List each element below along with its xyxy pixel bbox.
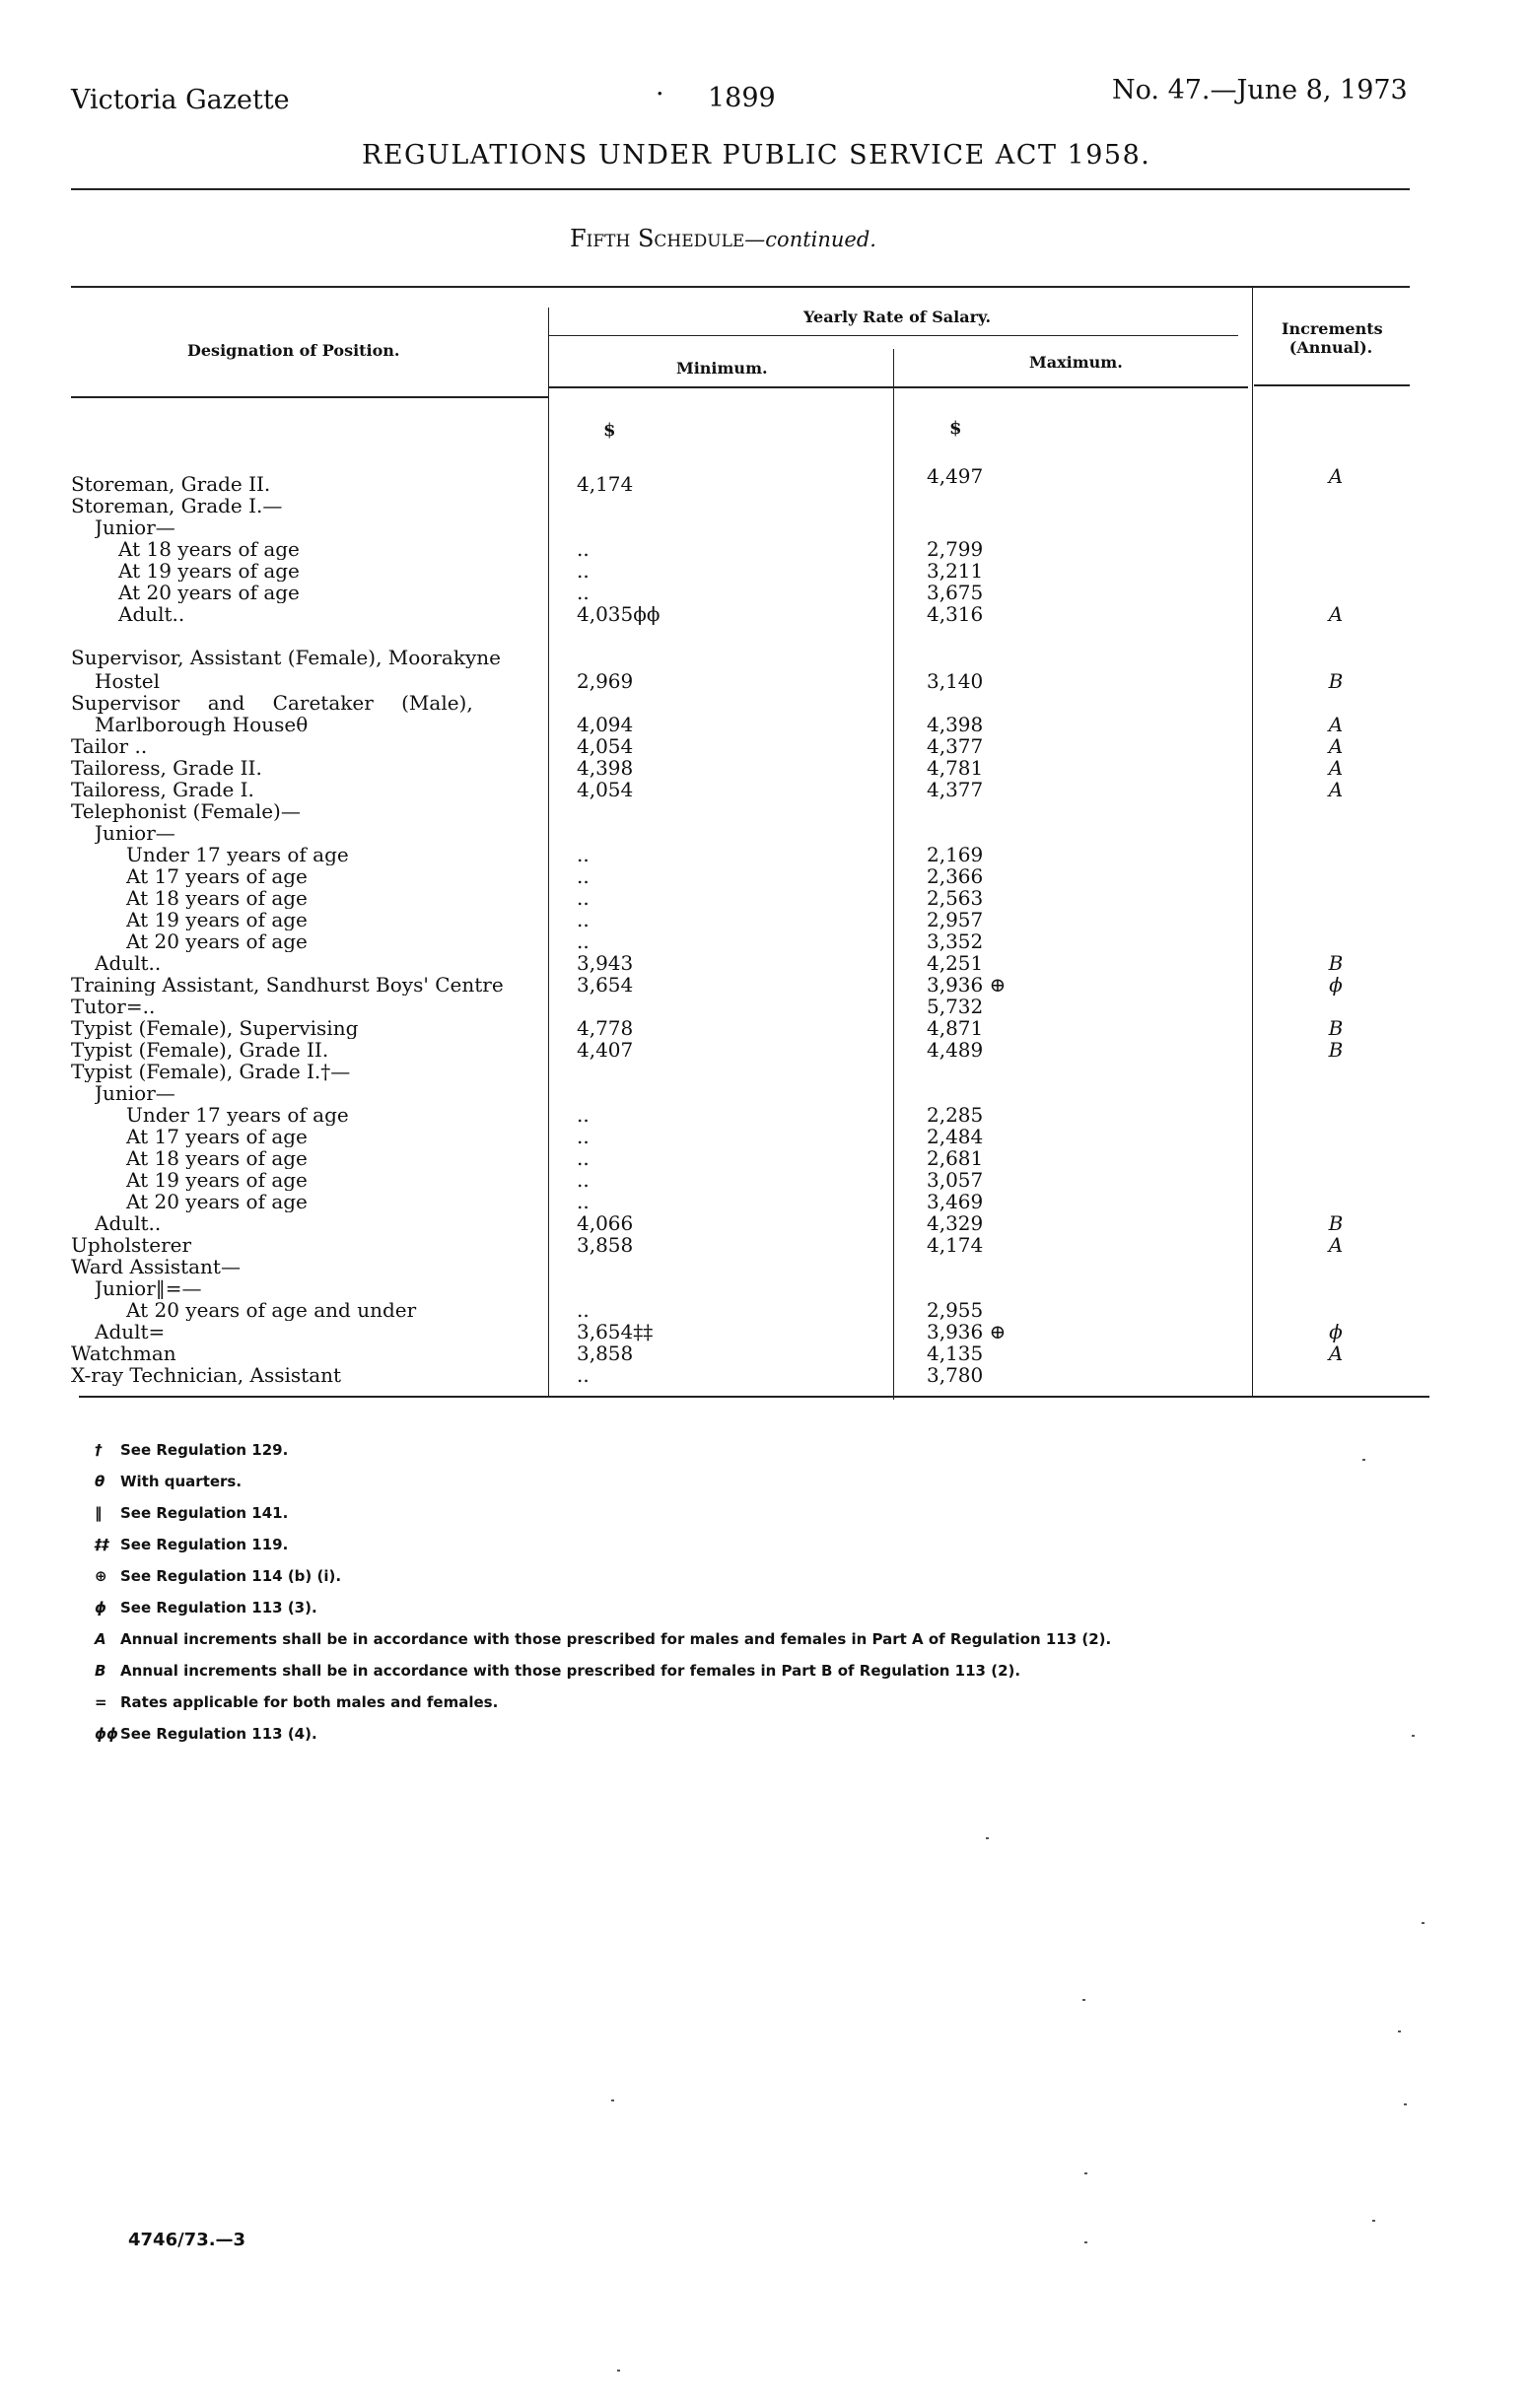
row-designation: Watchman [71,1342,176,1364]
row-maximum: 3,780 [927,1363,984,1387]
row-maximum: 4,135 [927,1342,984,1365]
header-bottom-rule-left [71,396,548,398]
row-designation: At 18 years of age [126,1147,308,1169]
header-increments: Increments (Annual). [1282,319,1383,357]
footnote [95,1599,317,1617]
row-increment: A [1328,756,1344,780]
row-maximum: 4,316 [927,602,984,626]
scan-speck [1372,2220,1375,2222]
row-minimum: .. [577,864,590,888]
row-designation: At 19 years of age [118,560,300,582]
footnote [95,1662,1020,1680]
row-designation: Adult.. [95,1212,162,1234]
footnote [95,1473,242,1490]
row-maximum: 3,057 [927,1168,984,1192]
row-designation: At 17 years of age [126,865,308,887]
row-minimum: .. [577,1298,590,1322]
row-increment: ϕ [1329,973,1343,997]
row-increment: ϕ [1329,1320,1343,1343]
footnote [95,1536,288,1553]
table-row [0,779,1530,800]
table-row [0,1169,1530,1191]
row-maximum: 4,329 [927,1211,984,1235]
footnote [95,1630,1111,1648]
row-minimum: 3,858 [577,1233,634,1257]
row-designation: Under 17 years of age [126,1104,349,1126]
row-minimum: .. [577,1363,590,1387]
currency-max: $ [949,418,962,439]
row-designation: Typist (Female), Supervising [71,1017,359,1039]
footnote-text: See Regulation 113 (3). [120,1599,317,1617]
row-maximum: 4,489 [927,1038,984,1062]
table-row [0,800,1530,822]
yearly-rate-rule [548,335,1238,336]
row-minimum: .. [577,559,590,583]
row-increment: B [1328,1038,1344,1062]
row-designation: At 17 years of age [126,1126,308,1147]
row-designation: At 20 years of age [126,1191,308,1212]
row-minimum: 3,858 [577,1342,634,1365]
table-row [0,1299,1530,1321]
table-row [0,1256,1530,1277]
header-minimum: Minimum. [676,359,768,378]
currency-min: $ [603,420,616,441]
row-designation: Ward Assistant— [71,1256,241,1277]
row-designation: Tailor .. [71,735,148,757]
row-maximum: 4,174 [927,1233,984,1257]
row-minimum: .. [577,1168,590,1192]
footnote-text: Annual increments shall be in accordance with those prescribed for females in Part B of Regulation 113 (2). [120,1662,1021,1680]
row-minimum: 4,174 [577,472,634,496]
footnote-symbol: † [95,1441,103,1459]
header-bottom-rule-right [1254,384,1410,386]
table-row [0,952,1530,974]
row-increment: A [1328,1233,1344,1257]
scan-speck [1412,1735,1415,1737]
row-increment: B [1328,1016,1344,1040]
table-row [0,560,1530,582]
table-row [0,996,1530,1017]
table-row [0,1039,1530,1061]
footnote-symbol: ⊕ [95,1567,107,1585]
issue-date: No. 47.—June 8, 1973 [1112,75,1408,105]
title-rule [71,188,1410,190]
table-row [0,516,1530,538]
scan-speck [1084,2241,1087,2243]
row-designation: Tailoress, Grade I. [71,779,254,800]
table-top-rule [71,286,1410,288]
row-minimum: 4,407 [577,1038,634,1062]
table-row [0,1212,1530,1234]
row-minimum: .. [577,843,590,866]
scan-speck [1084,2172,1087,2174]
footnote-symbol: B [95,1662,106,1680]
table-row [0,670,1530,692]
footnote-symbol: = [95,1693,107,1711]
publication-name: Victoria Gazette [71,85,290,115]
table-row [0,464,1530,496]
row-minimum: .. [577,581,590,604]
row-designation: Tutor=.. [71,996,156,1017]
row-designation: At 19 years of age [126,1169,308,1191]
table-row [0,735,1530,757]
table-row [0,582,1530,603]
table-row [0,1126,1530,1147]
row-designation: Adult.. [118,603,185,625]
footnote-symbol: ‡‡ [95,1536,109,1553]
header-maximum: Maximum. [1029,353,1123,372]
table-row [0,909,1530,930]
row-designation: Typist (Female), Grade I.†— [71,1061,351,1082]
row-maximum: 2,169 [927,843,984,866]
table-row [0,1234,1530,1256]
row-maximum: 3,936 ⊕ [927,973,1007,997]
table-row [0,1082,1530,1104]
scan-speck [617,2370,620,2372]
document-title: REGULATIONS UNDER PUBLIC SERVICE ACT 1958. [362,140,1151,171]
row-increment: B [1328,669,1344,693]
row-maximum: 2,799 [927,537,984,561]
row-maximum: 2,955 [927,1298,984,1322]
table-row [0,538,1530,560]
header-yearly-rate: Yearly Rate of Salary. [803,308,992,326]
schedule-suffix: —continued. [744,228,876,251]
footnote-symbol: ‖ [95,1504,103,1522]
row-designation: Under 17 years of age [126,844,349,865]
table-row [0,1342,1530,1364]
row-designation: At 20 years of age [126,930,308,952]
row-designation: Supervisor and Caretaker (Male), [71,692,473,714]
row-minimum: 4,066 [577,1211,634,1235]
header-bottom-rule-mid [548,386,1248,388]
table-row [0,1061,1530,1082]
table-row [0,714,1530,735]
table-row [0,1017,1530,1039]
table-row [0,603,1530,625]
row-designation: Adult.. [95,952,162,974]
table-row [0,1277,1530,1299]
footnote-text: See Regulation 114 (b) (i). [120,1567,342,1585]
row-increment: A [1328,602,1344,626]
row-maximum: 4,251 [927,951,984,975]
row-designation: At 20 years of age and under [126,1299,417,1321]
footnote-text: See Regulation 119. [120,1536,289,1553]
row-minimum: .. [577,886,590,910]
table-row [0,1104,1530,1126]
row-designation: Adult= [95,1321,166,1342]
row-minimum: .. [577,1146,590,1170]
row-maximum: 4,497 [927,464,984,488]
table-row [0,844,1530,865]
row-maximum: 2,285 [927,1103,984,1127]
row-maximum: 2,957 [927,908,984,931]
row-minimum: 2,969 [577,669,634,693]
table-row [0,974,1530,996]
row-designation: Junior— [95,516,175,538]
row-maximum: 5,732 [927,995,984,1018]
footnote-text: Annual increments shall be in accordance with those prescribed for males and females in Part A of Regulation 113 (2). [120,1630,1112,1648]
table-row [0,647,1530,668]
row-maximum: 2,484 [927,1125,984,1148]
footnote [95,1725,317,1743]
row-designation: Upholsterer [71,1234,192,1256]
scan-speck [611,2099,614,2101]
footnote-symbol: ϕ [95,1599,106,1617]
row-designation: Storeman, Grade II. [71,473,271,495]
row-designation: Supervisor, Assistant (Female), Moorakyne [71,647,501,668]
row-minimum: .. [577,929,590,953]
row-increment: A [1328,464,1344,488]
row-minimum: 3,654‡‡ [577,1320,654,1343]
row-increment: B [1328,951,1344,975]
row-designation: Junior— [95,822,175,844]
row-minimum: .. [577,1125,590,1148]
row-maximum: 4,377 [927,778,984,801]
table-row [0,1321,1530,1342]
table-row [0,822,1530,844]
row-minimum: .. [577,1103,590,1127]
row-maximum: 3,140 [927,669,984,693]
page-number: 1899 [708,83,776,113]
footnote-symbol: A [95,1630,106,1648]
table-row [0,887,1530,909]
row-minimum: 4,398 [577,756,634,780]
footnote [95,1441,288,1459]
row-designation: Telephonist (Female)— [71,800,301,822]
row-designation: Junior— [95,1082,175,1104]
footnote-text: See Regulation 129. [120,1441,289,1459]
row-designation: At 19 years of age [126,909,308,930]
header-bullet: · [656,79,664,109]
table-row [0,865,1530,887]
footnote [95,1567,341,1585]
footnote-text: See Regulation 113 (4). [120,1725,317,1743]
table-bottom-rule [79,1396,1429,1398]
row-maximum: 3,352 [927,929,984,953]
table-row [0,930,1530,952]
row-minimum: 3,654 [577,973,634,997]
row-designation: Typist (Female), Grade II. [71,1039,329,1061]
row-designation: At 18 years of age [126,887,308,909]
table-row [0,495,1530,516]
row-designation: At 20 years of age [118,582,300,603]
row-minimum: 4,054 [577,778,634,801]
scan-speck [1362,1459,1365,1461]
row-maximum: 4,781 [927,756,984,780]
row-increment: A [1328,778,1344,801]
table-row [0,1364,1530,1386]
row-designation: Hostel [95,670,161,692]
schedule-heading [570,225,876,252]
header-designation: Designation of Position. [187,341,400,360]
row-designation: Marlborough Houseθ [95,714,309,735]
row-designation: X-ray Technician, Assistant [71,1364,342,1386]
row-maximum: 2,563 [927,886,984,910]
row-increment: B [1328,1211,1344,1235]
scan-speck [1398,2030,1401,2032]
row-maximum: 3,211 [927,559,984,583]
row-minimum: 4,035ϕϕ [577,602,661,626]
table-row [0,1147,1530,1169]
row-designation: Storeman, Grade I.— [71,495,283,516]
row-maximum: 2,681 [927,1146,984,1170]
row-minimum: .. [577,908,590,931]
row-increment: A [1328,734,1344,758]
row-maximum: 4,871 [927,1016,984,1040]
table-row [0,757,1530,779]
row-minimum: 4,094 [577,713,634,736]
footnote-text: With quarters. [120,1473,243,1490]
row-maximum: 3,675 [927,581,984,604]
scan-speck [1082,1999,1085,2001]
footnote [95,1504,288,1522]
row-minimum: 4,054 [577,734,634,758]
row-maximum: 4,398 [927,713,984,736]
table-row [0,692,1530,714]
row-increment: A [1328,1342,1344,1365]
row-increment: A [1328,713,1344,736]
row-minimum: 3,943 [577,951,634,975]
printer-code: 4746/73.—3 [128,2230,246,2250]
row-maximum: 2,366 [927,864,984,888]
table-row [0,1191,1530,1212]
footnote [95,1693,498,1711]
row-designation: Tailoress, Grade II. [71,757,262,779]
row-maximum: 3,469 [927,1190,984,1213]
row-designation: At 18 years of age [118,538,300,560]
row-minimum: 4,778 [577,1016,634,1040]
row-maximum: 3,936 ⊕ [927,1320,1007,1343]
scan-speck [986,1837,989,1839]
footnote-text: See Regulation 141. [120,1504,289,1522]
row-designation: Junior‖=— [95,1277,202,1299]
footnote-symbol: ϕϕ [95,1725,118,1743]
schedule-label: Fifth Schedule [570,225,745,252]
footnote-text: Rates applicable for both males and females. [120,1693,499,1711]
row-minimum: .. [577,537,590,561]
scan-speck [1422,1922,1425,1924]
row-maximum: 4,377 [927,734,984,758]
row-designation: Training Assistant, Sandhurst Boys' Centre [71,974,504,996]
row-minimum: .. [577,1190,590,1213]
footnote-symbol: θ [95,1473,105,1490]
scan-speck [1404,2103,1407,2105]
